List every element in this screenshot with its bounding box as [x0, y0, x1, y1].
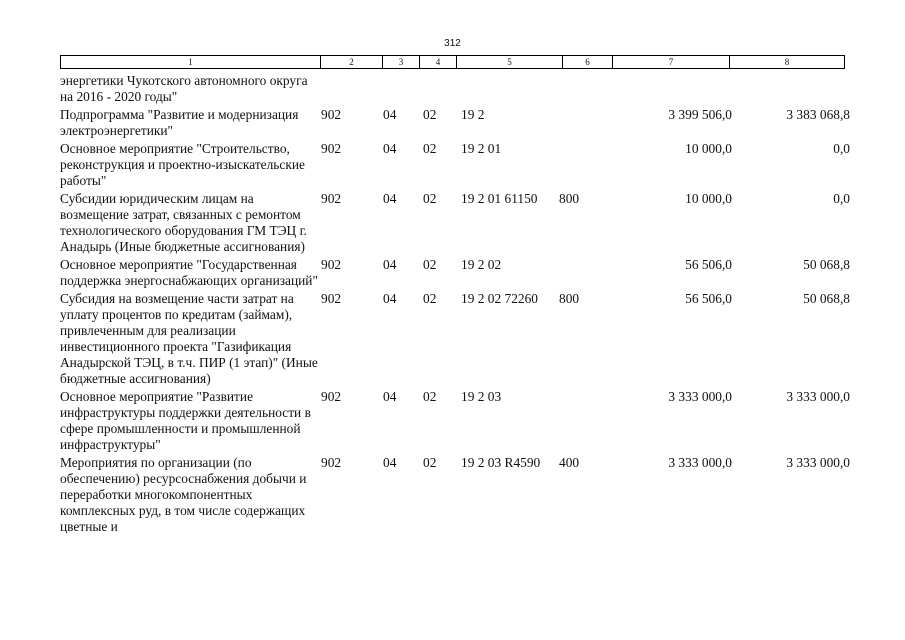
row-subsection-code: 02 [423, 141, 437, 156]
row-subsection-code: 02 [423, 191, 437, 206]
row-amount-year-2: 3 333 000,0 [786, 455, 850, 470]
row-amount-year-1: 10 000,0 [685, 191, 732, 206]
row-amount-year-1: 56 506,0 [685, 291, 732, 306]
row-section-code [383, 73, 423, 107]
table-row [60, 455, 850, 537]
row-name: Субсидия на возмещение части затрат на уплату процентов по кредитам (займам), привлеченным для реализации инвестиционного проекта "Газификация Анадырской ТЭЦ, в т.ч. ПИР (1 этап)" (Иные бюджетные ассигнования) [60, 291, 318, 386]
row-section-code: 04 [383, 389, 397, 404]
row-amount-year-2: 3 383 068,8 [786, 107, 850, 122]
header-col-5: 5 [457, 56, 563, 69]
table-row [60, 191, 850, 257]
row-amount-year-1: 3 399 506,0 [668, 107, 732, 122]
column-number-header [60, 55, 845, 69]
header-col-8: 8 [730, 56, 845, 69]
table-row [60, 107, 850, 141]
row-amount-year-2: 0,0 [833, 141, 850, 156]
row-name: энергетики Чукотского автономного округа на 2016 - 2020 годы" [60, 73, 308, 104]
header-col-1: 1 [61, 56, 321, 69]
row-subsection-code: 02 [423, 389, 437, 404]
row-target-article: 19 2 03 [461, 389, 502, 404]
budget-table [60, 73, 850, 537]
table-row [60, 389, 850, 455]
row-expense-type [559, 73, 609, 107]
row-expense-type: 800 [559, 191, 580, 206]
row-ministry-code: 902 [321, 389, 342, 404]
row-section-code: 04 [383, 107, 397, 122]
row-name: Субсидии юридическим лицам на возмещение затрат, связанных с ремонтом технологического оборудования ГМ ТЭЦ г. Анадырь (Иные бюджетные ассигнования) [60, 191, 307, 254]
row-target-article: 19 2 03 R4590 [461, 455, 541, 470]
row-amount-year-2: 50 068,8 [803, 257, 850, 272]
table-row [60, 141, 850, 191]
row-amount-year-2: 0,0 [833, 191, 850, 206]
row-target-article: 19 2 01 61150 [461, 191, 538, 206]
header-col-2: 2 [321, 56, 383, 69]
row-name: Основное мероприятие "Государственная поддержка энергоснабжающих организаций" [60, 257, 318, 288]
header-col-3: 3 [383, 56, 420, 69]
page-number: 312 [444, 38, 461, 49]
header-col-6: 6 [563, 56, 613, 69]
row-section-code: 04 [383, 257, 397, 272]
row-name: Мероприятия по организации (по обеспечению) ресурсоснабжения добычи и переработки многокомпонентных комплексных руд, в том числе содержащих цветные и [60, 455, 307, 534]
row-target-article [461, 73, 559, 107]
row-expense-type [559, 257, 609, 291]
table-row [60, 257, 850, 291]
row-expense-type [559, 107, 609, 141]
row-expense-type [559, 141, 609, 191]
row-section-code: 04 [383, 455, 397, 470]
row-name: Подпрограмма "Развитие и модернизация электроэнергетики" [60, 107, 299, 138]
row-amount-year-1: 56 506,0 [685, 257, 732, 272]
row-amount-year-1: 10 000,0 [685, 141, 732, 156]
row-subsection-code [423, 73, 461, 107]
row-section-code: 04 [383, 141, 397, 156]
table-row [60, 73, 850, 107]
header-col-4: 4 [420, 56, 457, 69]
row-target-article: 19 2 01 [461, 141, 502, 156]
row-target-article: 19 2 [461, 107, 485, 122]
row-ministry-code: 902 [321, 455, 342, 470]
row-amount-year-1: 3 333 000,0 [668, 389, 732, 404]
header-col-7: 7 [613, 56, 730, 69]
row-ministry-code [321, 73, 383, 107]
row-amount-year-1: 3 333 000,0 [668, 455, 732, 470]
row-amount-year-2 [732, 73, 850, 107]
row-ministry-code: 902 [321, 141, 342, 156]
row-name: Основное мероприятие "Строительство, реконструкция и проектно-изыскательские работы" [60, 141, 305, 188]
row-target-article: 19 2 02 [461, 257, 502, 272]
row-ministry-code: 902 [321, 107, 342, 122]
row-amount-year-2: 3 333 000,0 [786, 389, 850, 404]
row-ministry-code: 902 [321, 191, 342, 206]
row-target-article: 19 2 02 72260 [461, 291, 538, 306]
row-amount-year-2: 50 068,8 [803, 291, 850, 306]
row-subsection-code: 02 [423, 455, 437, 470]
row-expense-type [559, 389, 609, 455]
row-section-code: 04 [383, 191, 397, 206]
row-subsection-code: 02 [423, 107, 437, 122]
row-expense-type: 400 [559, 455, 580, 470]
row-name: Основное мероприятие "Развитие инфраструктуры поддержки деятельности в сфере промышленности и промышленной инфраструктуры" [60, 389, 311, 452]
row-subsection-code: 02 [423, 291, 437, 306]
row-ministry-code: 902 [321, 257, 342, 272]
table-row [60, 291, 850, 389]
row-subsection-code: 02 [423, 257, 437, 272]
row-section-code: 04 [383, 291, 397, 306]
row-expense-type: 800 [559, 291, 580, 306]
row-amount-year-1 [609, 73, 732, 107]
row-ministry-code: 902 [321, 291, 342, 306]
